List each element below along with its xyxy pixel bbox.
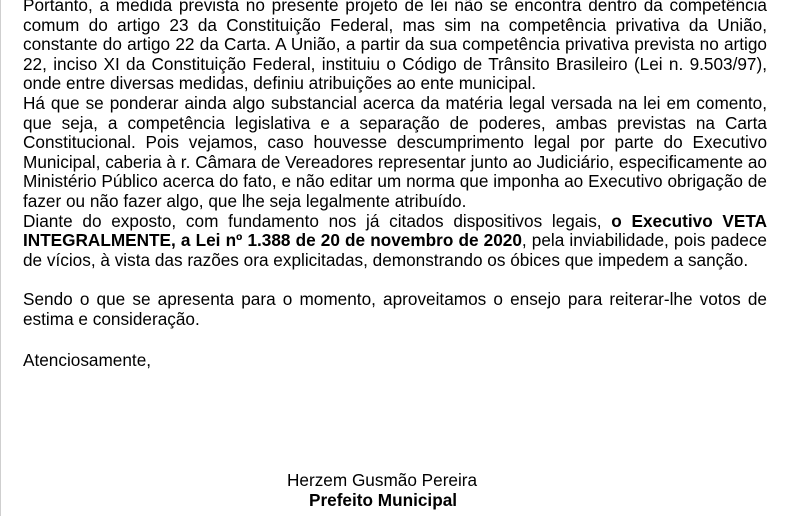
paragraph-competencia: Portanto, a medida prevista no presente projeto de lei não se encontra dentro da competência comum do artigo 23 da Constituição Federal, mas sim na competência privativa da União, constante do artigo 22 da Carta. A União, a partir da sua competência privativa prevista no artigo 22, inciso XI da Constituição Federal, instituiu o Código de Trânsito Brasileiro (Lei n. 9.503/97), onde entre diversas medidas, definiu atribuições ao ente municipal. [23,0,767,94]
paragraph-veto [23,212,767,271]
closing-line: Atenciosamente, [23,350,152,371]
document-body [23,0,767,371]
paragraph-spacer [23,329,767,351]
veto-bold-text: o Executivo VETA INTEGRALMENTE, a Lei nº 1.388 de 20 de novembro de 2020 [23,210,767,251]
signatory-name: Herzem Gusmão Pereira [287,470,478,490]
signature-block [287,470,507,510]
paragraph-consideracao: Sendo o que se apresenta para o momento, aproveitamos o ensejo para reiterar-lhe votos de estima e consideração. [23,288,767,329]
paragraph-separacao-poderes: Há que se ponderar ainda algo substancial acerca da matéria legal versada na lei em comento, que seja, a competência legislativa e a separação de poderes, ambas previstas na Carta Constitucional. Pois vejamos, caso houvesse descumprimento legal por parte do Executivo Municipal, caberia à r. Câmara de Vereadores representar junto ao Judiciário, especificamente ao Ministério Público acerca do fato, e não editar um norma que imponha ao Executivo obrigação de fazer ou não fazer algo, que lhe seja legalmente atribuído. [23,92,767,211]
signatory-title: Prefeito Municipal [309,490,458,510]
paragraph-spacer [23,270,767,290]
veto-tail-text: , pela inviabilidade, pois padece de vícios, à vista das razões ora explicitadas, demonstrando os óbices que impedem a sanção. [23,230,767,270]
veto-lead-text: Diante do exposto, com fundamento nos já citados dispositivos legais, [23,210,612,231]
